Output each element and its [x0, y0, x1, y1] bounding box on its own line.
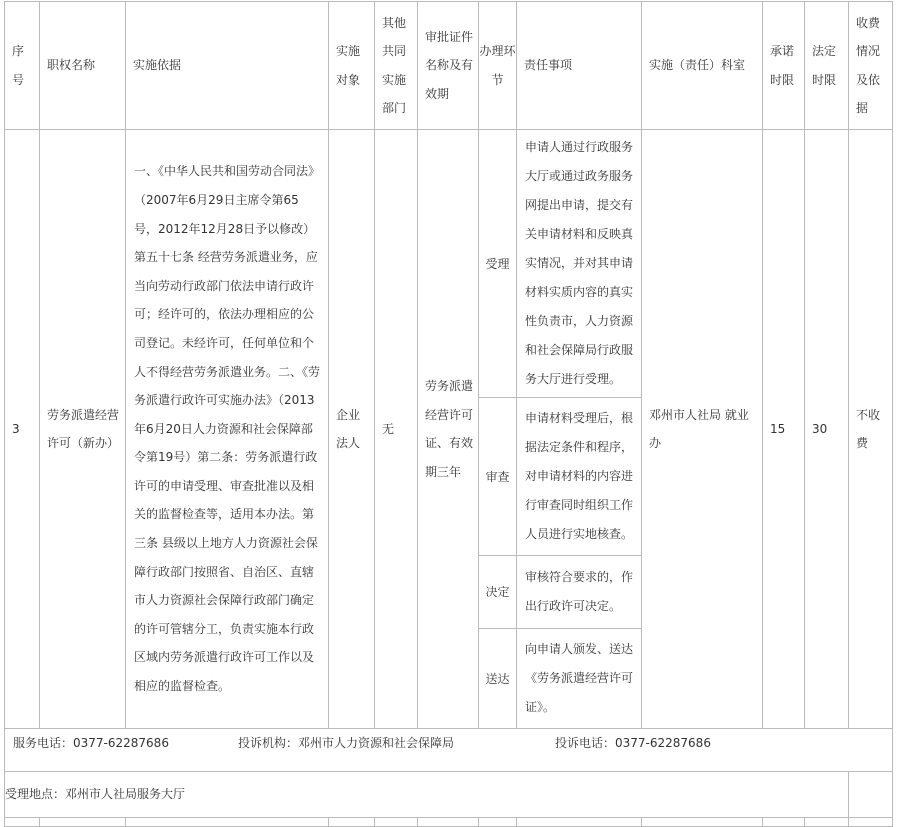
- header-step: 办理环节: [479, 2, 517, 130]
- footer-contact-row: [5, 729, 893, 772]
- step-decide: 决定: [479, 556, 517, 629]
- row-fee: 不收费: [849, 130, 893, 729]
- row-name: 劳务派遣经营许可（新办）: [40, 130, 126, 729]
- header-basis: 实施依据: [126, 2, 329, 130]
- header-name: 职权名称: [40, 2, 126, 130]
- step-review: 审查: [479, 398, 517, 556]
- row-target: 企业法人: [329, 130, 375, 729]
- header-target: 实施对象: [329, 2, 375, 130]
- row-basis: 一、《中华人民共和国劳动合同法》（2007年6月29日主席令第65号，2012年12月28日予以修改）第五十七条 经营劳务派遣业务，应当向劳动行政部门依法申请行政许可；经许可的，依法办理相应的公司登记。未经许可，任何单位和个人不得经营劳务派遣业务。二、《劳务派遣行政许可实施办法》（2013年6月20日人力资源和社会保障部令第19号）第二条：劳务派遣行政许可的申请受理、审查批准以及相关的监督检查等，适用本办法。第三条 县级以上地方人力资源社会保障行政部门按照省、自治区、直辖市人力资源社会保障行政部门确定的许可管辖分工，负责实施本行政区域内劳务派遣行政许可工作以及相应的监督检查。: [126, 130, 329, 729]
- footer-place-empty: [849, 772, 893, 818]
- row-legal: 30: [805, 130, 849, 729]
- row-office: 邓州市人社局 就业办: [642, 130, 763, 729]
- row-cert: 劳务派遣经营许可证、有效期三年: [418, 130, 479, 729]
- row-promise: 15: [763, 130, 805, 729]
- footer-contact: [5, 729, 893, 772]
- service-phone: 服务电话：0377-62287686: [13, 736, 169, 750]
- header-cert: 审批证件名称及有效期: [418, 2, 479, 130]
- table-row: [5, 130, 893, 398]
- row-seq: 3: [5, 130, 40, 729]
- footer-place-row: [5, 772, 893, 818]
- table-continuation: [5, 818, 893, 827]
- service-place: 受理地点：邓州市人社局服务大厅: [5, 772, 849, 818]
- complaint-phone: 投诉电话：0377-62287686: [555, 736, 711, 750]
- duty-deliver: 向申请人颁发、送达《劳务派遣经营许可证》。: [517, 629, 642, 729]
- duty-review: 申请材料受理后，根据法定条件和程序，对申请材料的内容进行审查同时组织工作人员进行实地核查。: [517, 398, 642, 556]
- duty-accept: 申请人通过行政服务大厅或通过政务服务网提出申请，提交有关申请材料和反映真实情况，并对其申请材料实质内容的真实性负责市，人力资源和社会保障局行政服务大厅进行受理。: [517, 130, 642, 398]
- step-deliver: 送达: [479, 629, 517, 729]
- responsibility-table: [4, 1, 893, 827]
- header-duty: 责任事项: [517, 2, 642, 130]
- header-row: [5, 2, 893, 130]
- row-co-dept: 无: [375, 130, 418, 729]
- header-seq: 序号: [5, 2, 40, 130]
- duty-decide: 审核符合要求的，作出行政许可决定。: [517, 556, 642, 629]
- complaint-org: 投诉机构：邓州市人力资源和社会保障局: [238, 736, 455, 750]
- header-office: 实施（责任）科室: [642, 2, 763, 130]
- header-promise: 承诺时限: [763, 2, 805, 130]
- header-fee: 收费情况及依据: [849, 2, 893, 130]
- header-co-dept: 其他共同实施部门: [375, 2, 418, 130]
- step-accept: 受理: [479, 130, 517, 398]
- header-legal: 法定时限: [805, 2, 849, 130]
